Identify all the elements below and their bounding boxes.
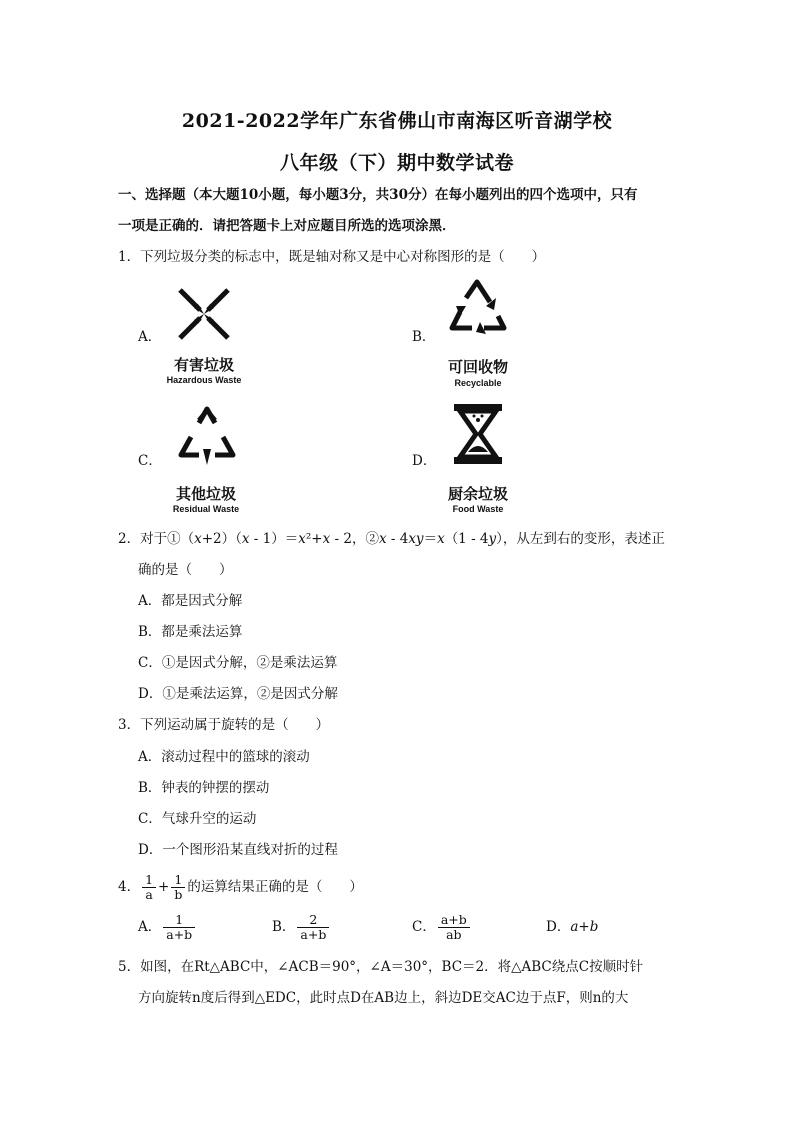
q1-stem: 1．下列垃圾分类的标志中，既是轴对称又是中心对称图形的是（ ） <box>118 249 546 265</box>
q2-option-c: C．①是因式分解，②是乘法运算 <box>138 655 338 671</box>
q2-option-d: D．①是乘法运算，②是因式分解 <box>138 686 338 702</box>
q1-option-a-caption: 有害垃圾 <box>173 356 234 374</box>
q1-option-a-caption-en: Hazardous Waste <box>166 375 242 385</box>
q4-frac-1-over-a: $\frac{1}{a}$ <box>142 873 156 902</box>
q1-option-b-caption: 可回收物 <box>447 358 508 376</box>
section-intro-line1: 一、选择题（本大题10小题，每小题3分，共30分）在每小题列出的四个选项中，只有 <box>118 187 638 203</box>
recyclable-icon <box>446 276 512 338</box>
exam-title-line1: 2021-2022学年广东省佛山市南海区听音湖学校 <box>181 110 613 132</box>
q4-option-d: D．a+b <box>546 919 599 935</box>
q4-stem: 4． $\frac{1}{a}$ + $\frac{1}{b}$ 的运算结果正确的是（ ） <box>118 872 363 902</box>
q4-option-b: B． $\frac{2}{a+b}$ <box>272 912 331 942</box>
residual-waste-icon <box>177 405 237 467</box>
q1-option-c-caption-en: Residual Waste <box>172 504 240 514</box>
q5-stem-line1: 5．如图，在Rt△ABC中，∠ACB＝90°，∠A＝30°，BC＝2．将△ABC绕点C按顺时针 <box>118 959 644 975</box>
section-intro-line2: 一项是正确的．请把答题卡上对应题目所选的选项涂黑． <box>118 218 456 234</box>
q3-stem: 3．下列运动属于旋转的是（ ） <box>118 717 330 733</box>
q1-option-d-caption-en: Food Waste <box>452 504 504 514</box>
hazardous-waste-icon <box>176 286 232 342</box>
q2-option-a: A．都是因式分解 <box>138 593 243 609</box>
exam-title-line2: 八年级（下）期中数学试卷 <box>279 152 514 174</box>
q3-option-a: A．滚动过程中的篮球的滚动 <box>138 749 310 765</box>
q4-frac-1-over-b: $\frac{1}{b}$ <box>171 873 185 902</box>
q2-stem-line2: 确的是（ ） <box>138 562 233 578</box>
q2-option-b: B．都是乘法运算 <box>138 624 243 640</box>
q1-option-c-caption: 其他垃圾 <box>175 485 236 503</box>
q1-option-d-caption: 厨余垃圾 <box>447 485 508 503</box>
q1-option-b-label: B． <box>412 329 436 345</box>
q1-option-d-label: D． <box>412 453 437 469</box>
q3-option-c: C．气球升空的运动 <box>138 811 257 827</box>
food-waste-icon <box>452 402 504 466</box>
q3-option-b: B．钟表的钟摆的摆动 <box>138 780 270 796</box>
q1-option-b-caption-en: Recyclable <box>454 378 502 388</box>
q1-option-a-label: A． <box>138 329 162 345</box>
q2-stem: 2．对于①（x+2）（x - 1）＝x²+x - 2，②x - 4xy＝x（1 - 4y），从左到右的变形，表述正 <box>118 531 665 547</box>
q1-option-c-label: C． <box>138 453 162 469</box>
q5-stem-line2: 方向旋转n度后得到△EDC，此时点D在AB边上，斜边DE交AC边于点F，则n的大 <box>138 990 629 1006</box>
q3-option-d: D．一个图形沿某直线对折的过程 <box>138 842 338 858</box>
q4-option-a: A． $\frac{1}{a+b}$ <box>138 912 197 942</box>
q4-option-c: C． $\frac{a+b}{ab}$ <box>412 912 472 942</box>
